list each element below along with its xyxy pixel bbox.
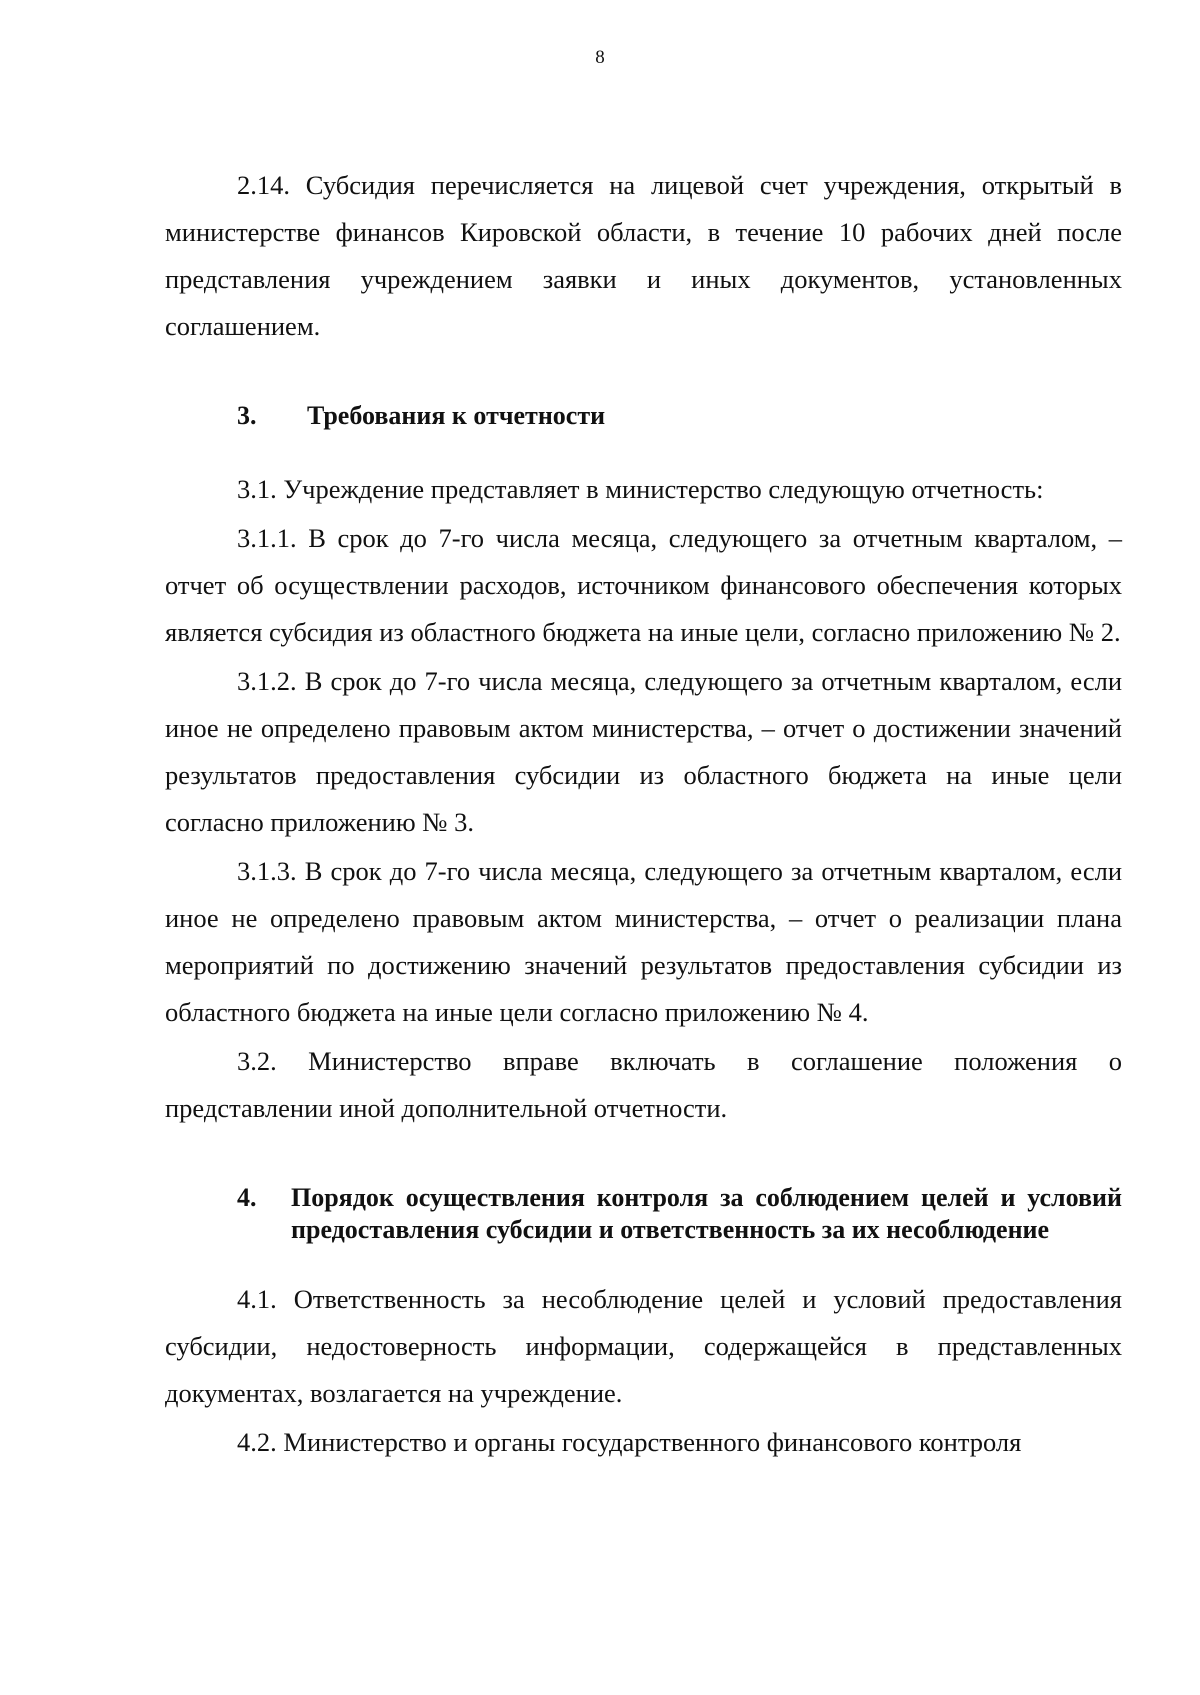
- paragraph-4-1: 4.1. Ответственность за несоблюдение целей и условий предоставления субсидии, недостоверность информации, содержащейся в представленных документах, возлагается на учреждение.: [165, 1284, 1122, 1408]
- section-4-title: Порядок осуществления контроля за соблюдением целей и условий предоставления субсидии и ответственность за их несоблюдение: [291, 1183, 1122, 1244]
- section-3-title: Требования к отчетности: [307, 401, 606, 430]
- paragraph-3-1-1: 3.1.1. В срок до 7-го числа месяца, следующего за отчетным кварталом, – отчет об осуществлении расходов, источником финансового обеспечения которых является субсидия из областного бюджета на иные цели, согласно приложению № 2.: [165, 523, 1122, 647]
- paragraph-3-1-2: 3.1.2. В срок до 7-го числа месяца, следующего за отчетным кварталом, если иное не определено правовым актом министерства, – отчет о достижении значений результатов предоставления субсидии из областного бюджета на иные цели согласно приложению № 3.: [165, 666, 1122, 837]
- paragraph-3-1-3: 3.1.3. В срок до 7-го числа месяца, следующего за отчетным кварталом, если иное не определено правовым актом министерства, – отчет о реализации плана мероприятий по достижению значений результатов предоставления субсидии из областного бюджета на иные цели согласно приложению № 4.: [165, 856, 1122, 1027]
- section-4-number: 4.: [237, 1183, 257, 1212]
- paragraph-3-2: 3.2. Министерство вправе включать в соглашение положения о представлении иной дополнительной отчетности.: [165, 1046, 1122, 1123]
- section-3-heading: [165, 400, 1122, 432]
- paragraph-2-14: 2.14. Субсидия перечисляется на лицевой счет учреждения, открытый в министерстве финансов Кировской области, в течение 10 рабочих дней после представления учреждением заявки и иных документов, установленных соглашением.: [165, 170, 1122, 341]
- paragraph-3-1: 3.1. Учреждение представляет в министерство следующую отчетность:: [237, 474, 1044, 504]
- section-3-number: 3.: [237, 401, 257, 430]
- document-body: [165, 162, 1122, 1468]
- section-4-heading: [165, 1182, 1122, 1246]
- page-number: 8: [595, 47, 605, 68]
- paragraph-4-2: 4.2. Министерство и органы государственного финансового контроля: [237, 1427, 1022, 1457]
